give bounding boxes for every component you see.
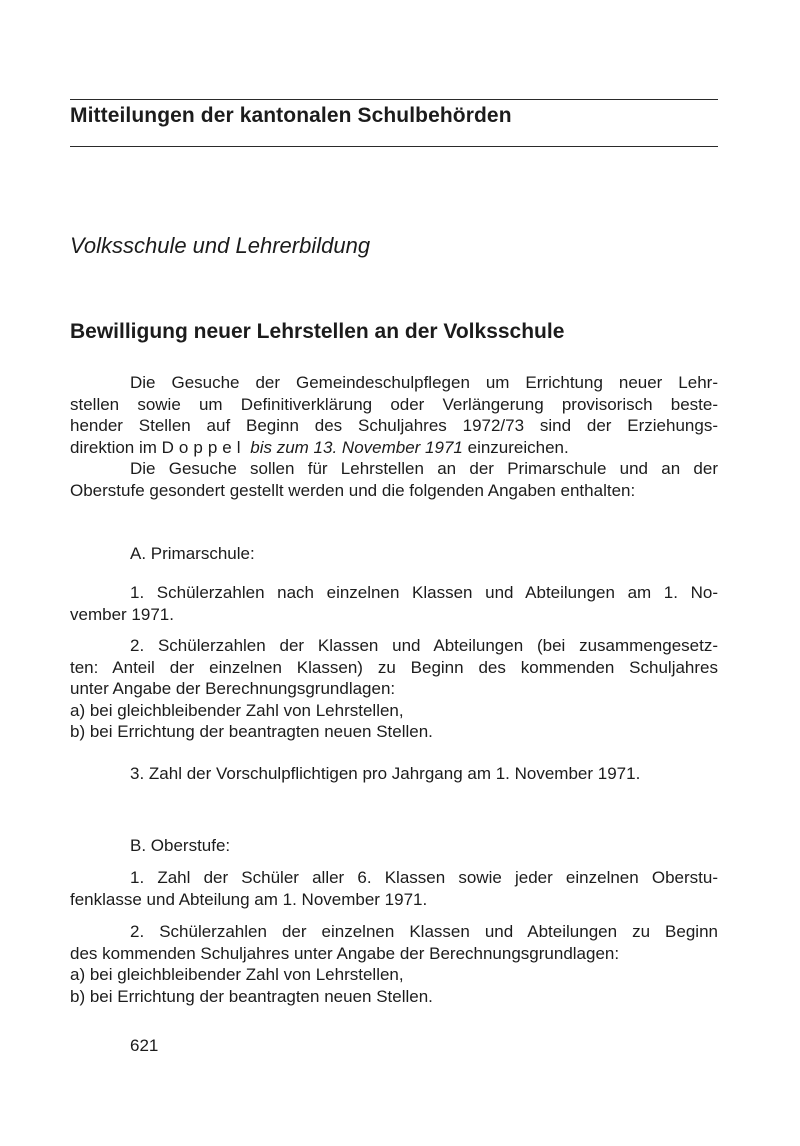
intro2-line-2: Oberstufe gesondert gestellt werden und die folgenden Angaben enthalten: [70, 480, 636, 500]
primarschule-item-2-line-c: unter Angabe der Berechnungsgrundlagen: [70, 679, 396, 698]
primarschule-item-3 [70, 763, 718, 785]
oberstufe-item-1-line-b: fenklasse und Abteilung am 1. November 1971. [70, 889, 428, 909]
primarschule-sub-a: a) bei gleichbleibender Zahl von Lehrstellen, [70, 700, 404, 720]
primarschule-item-2 [70, 635, 718, 743]
intro-line-4-start: direktion im [70, 437, 157, 457]
page-number: 621 [130, 1036, 159, 1055]
intro-line-4-end: einzureichen. [467, 437, 569, 457]
primarschule-item-2-line-a: 2. Schülerzahlen der Klassen und Abteilungen (bei zusammengesetz- [130, 636, 718, 655]
oberstufe-item-1-line-a: 1. Zahl der Schüler aller 6. Klassen sowie jeder einzelnen Oberstu- [130, 868, 718, 887]
intro2-line-1: Die Gesuche sollen für Lehrstellen an der Primarschule und an der [130, 459, 718, 478]
oberstufe-item-1 [70, 867, 718, 910]
header-bottom-rule [70, 146, 718, 147]
intro-line-4 [70, 437, 718, 459]
primarschule-item-3-line: 3. Zahl der Vorschulpflichtigen pro Jahrgang am 1. November 1971. [130, 764, 641, 783]
oberstufe-heading: B. Oberstufe: [130, 836, 231, 855]
header-top-rule [70, 99, 718, 100]
oberstufe-heading-block [70, 835, 718, 857]
primarschule-heading-block [70, 543, 718, 565]
oberstufe-item-2-line-a: 2. Schülerzahlen der einzelnen Klassen und Abteilungen zu Beginn [130, 922, 718, 941]
oberstufe-sub-b: b) bei Errichtung der beantragten neuen Stellen. [70, 986, 433, 1006]
intro-paragraph [70, 372, 718, 501]
primarschule-item-1-line-a: 1. Schülerzahlen nach einzelnen Klassen und Abteilungen am 1. No- [130, 583, 718, 602]
header-title: Mitteilungen der kantonalen Schulbehörden [70, 104, 512, 127]
oberstufe-item-2 [70, 921, 718, 1007]
article-title: Bewilligung neuer Lehrstellen an der Volksschule [70, 320, 565, 343]
primarschule-item-2-line-b: ten: Anteil der einzelnen Klassen) zu Beginn des kommenden Schuljahres [70, 657, 718, 677]
primarschule-item-1 [70, 582, 718, 625]
section-title: Volksschule und Lehrerbildung [70, 233, 371, 258]
primarschule-sub-b: b) bei Errichtung der beantragten neuen Stellen. [70, 722, 433, 741]
primarschule-item-1-line-b: vember 1971. [70, 604, 174, 624]
deadline-text: bis zum 13. November 1971 [250, 437, 463, 457]
doppel-text: Doppel [161, 437, 246, 457]
oberstufe-sub-a: a) bei gleichbleibender Zahl von Lehrstellen, [70, 965, 404, 984]
intro-line-2: stellen sowie um Definitiverklärung oder Verlängerung provisorisch beste- [70, 394, 718, 414]
oberstufe-item-2-line-b: des kommenden Schuljahres unter Angabe der Berechnungsgrundlagen: [70, 943, 620, 963]
primarschule-heading: A. Primarschule: [130, 544, 255, 563]
intro-line-3: hender Stellen auf Beginn des Schuljahres 1972/73 sind der Erziehungs- [70, 416, 718, 435]
intro-line-1: Die Gesuche der Gemeindeschulpflegen um Errichtung neuer Lehr- [130, 373, 718, 392]
